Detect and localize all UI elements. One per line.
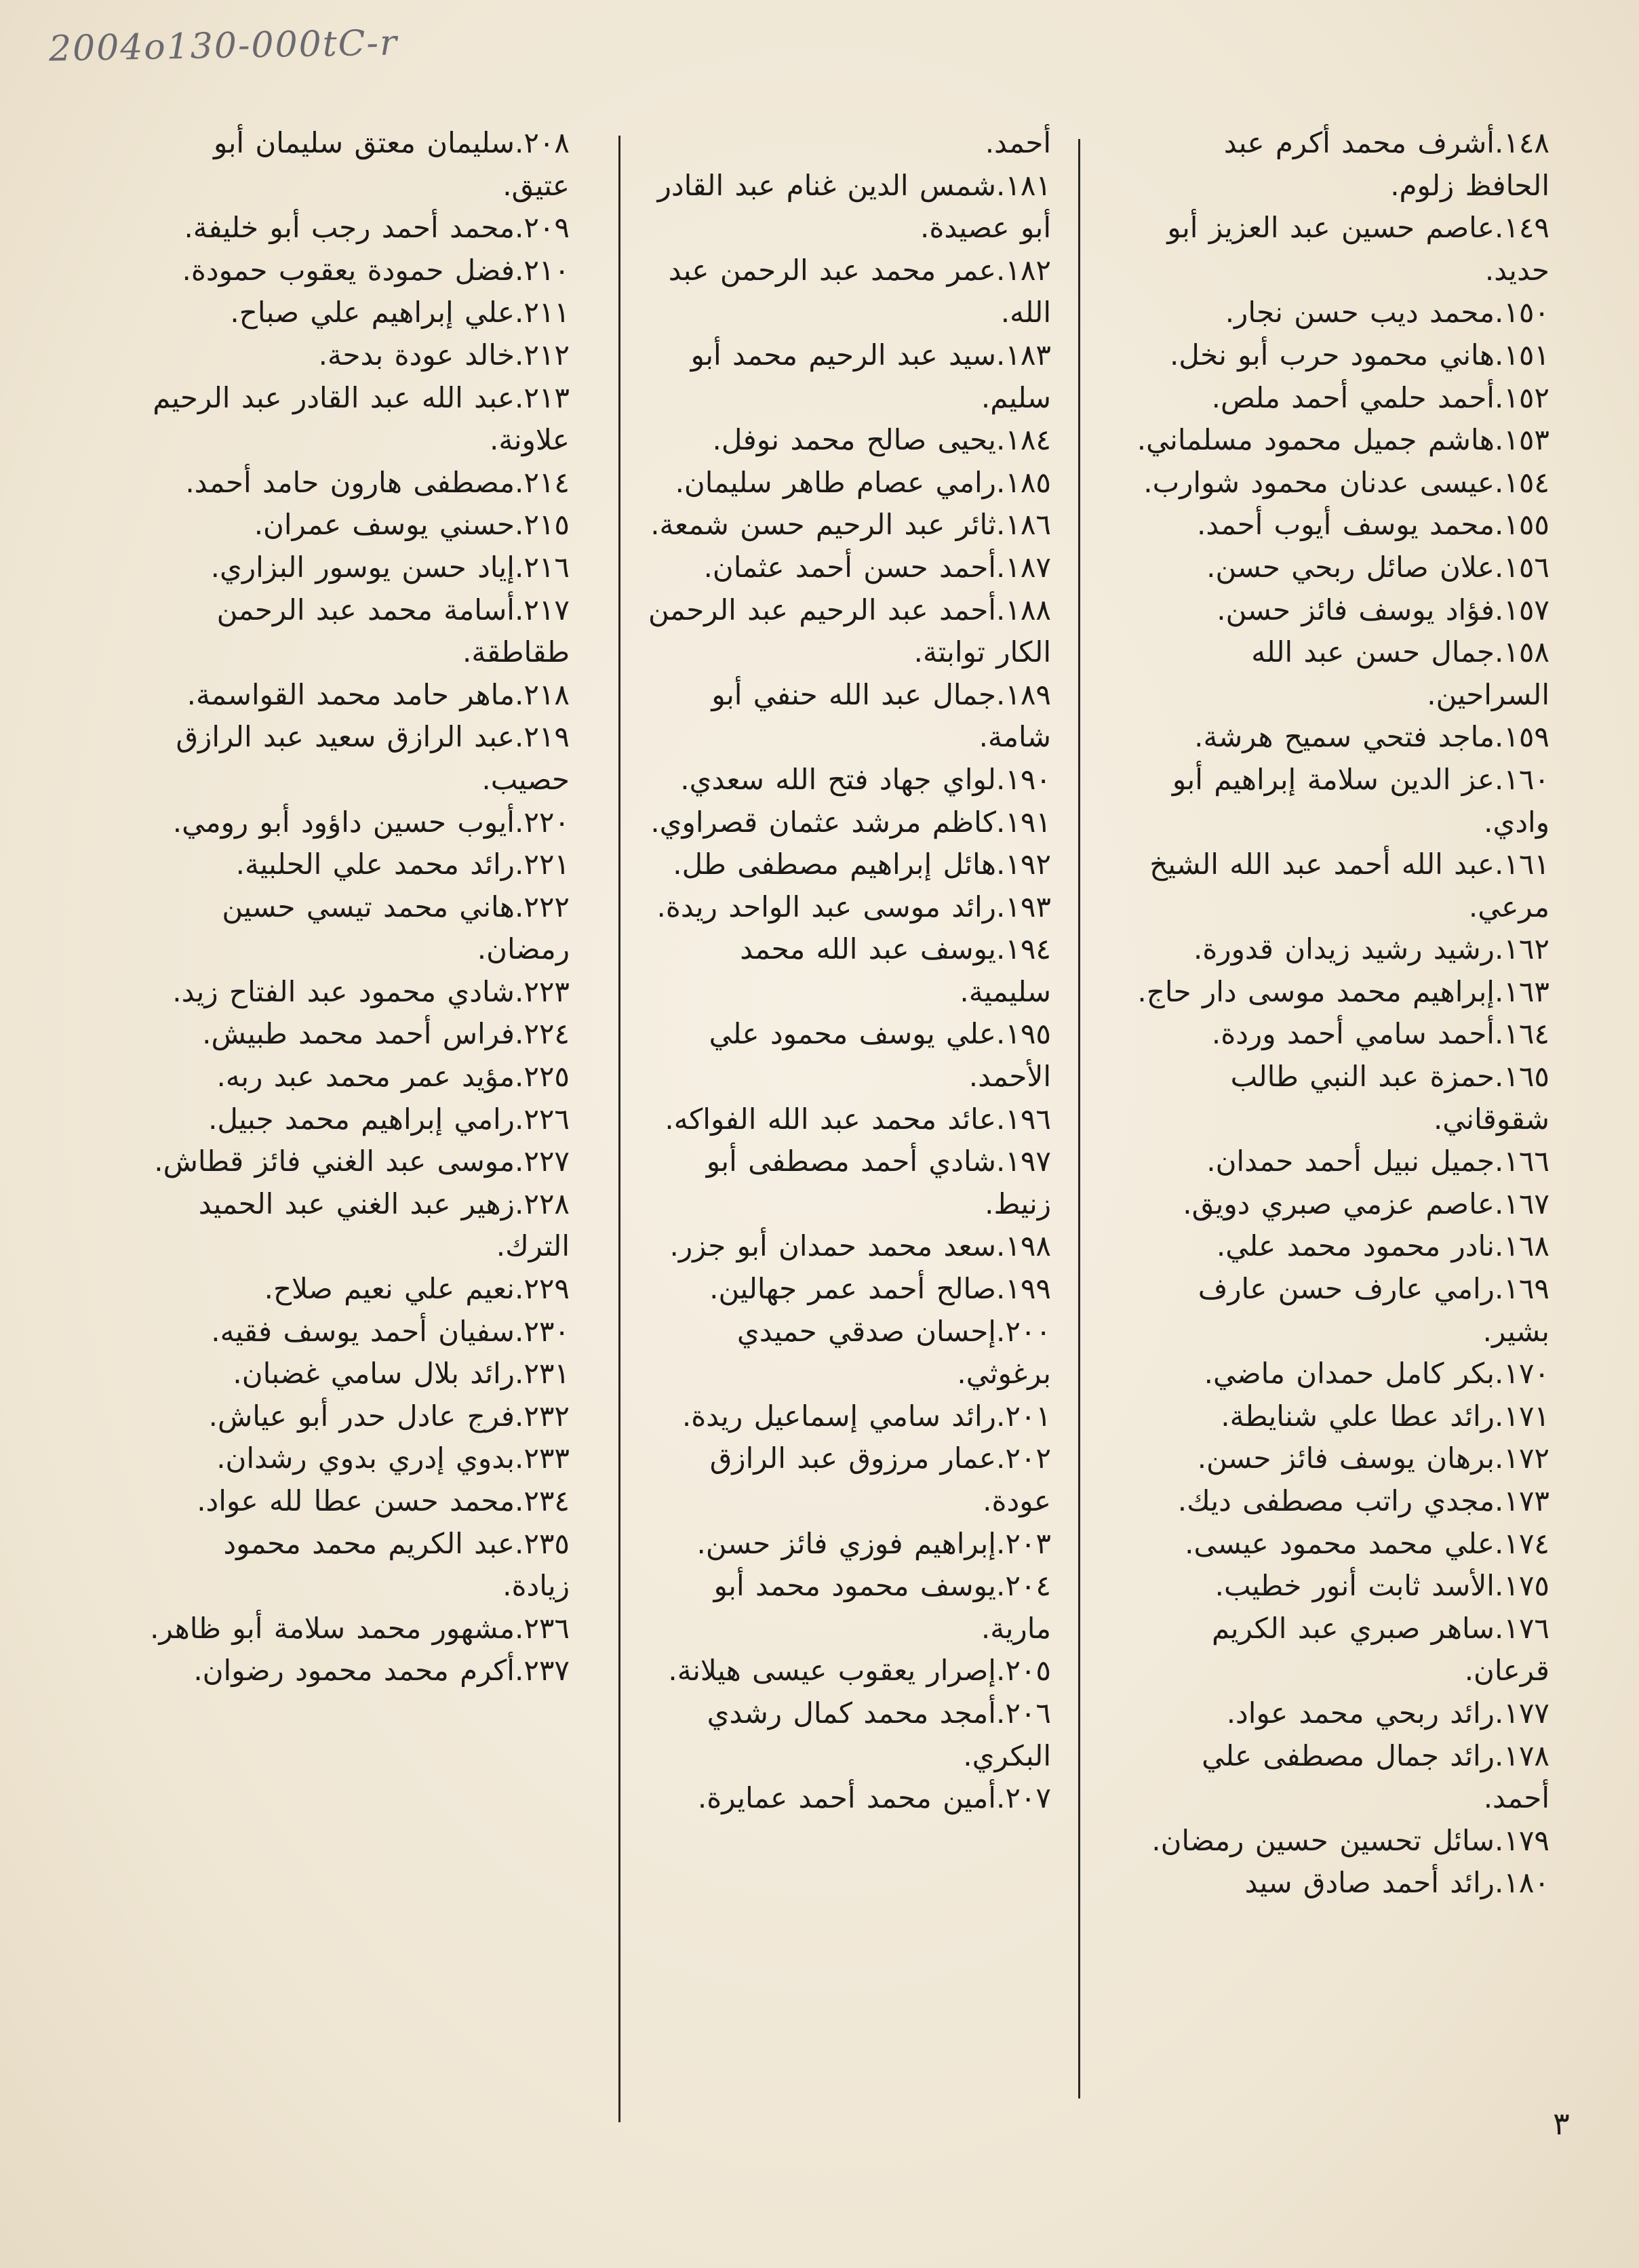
names-column-middle	[644, 122, 1051, 1820]
name-entry: ٢٠٧.أمين محمد أحمد عمايرة.	[697, 1781, 1051, 1815]
name-entry: ٢١٧.أسامة محمد عبد الرحمن طقاطقة.	[216, 593, 570, 669]
name-entry: ٢٠٤.يوسف محمود محمد أبو مارية.	[713, 1569, 1051, 1645]
name-entry: ٢١٤.مصطفى هارون حامد أحمد.	[185, 465, 570, 499]
name-entry: ٢٣٣.بدوي إدري بدوي رشدان.	[216, 1441, 570, 1475]
name-entry: ٢٣٦.مشهور محمد سلامة أبو ظاهر.	[150, 1611, 570, 1645]
name-entry: ١٥٠.محمد ديب حسن نجار.	[1225, 296, 1549, 330]
name-entry: ١٨٧.أحمد حسن أحمد عثمان.	[703, 550, 1051, 584]
name-entry: ١٥٤.عيسى عدنان محمود شوارب.	[1143, 465, 1549, 499]
name-entry: ١٨٢.عمر محمد عبد الرحمن عبد الله.	[668, 253, 1051, 330]
name-entry: ١٩٥.علي يوسف محمود علي الأحمد.	[709, 1017, 1051, 1094]
names-column-right	[1129, 122, 1549, 1905]
column-divider	[1078, 139, 1080, 2098]
name-entry: ٢٢٩.نعيم علي نعيم صلاح.	[264, 1272, 570, 1306]
name-entry: ٢٣٧.أكرم محمد محمود رضوان.	[193, 1654, 570, 1688]
name-entry: ١٧٨.رائد جمال مصطفى علي أحمد.	[1202, 1738, 1549, 1815]
names-column-left	[149, 122, 570, 1692]
name-entry: ١٩٠.لواي جهاد فتح الله سعدي.	[680, 762, 1051, 796]
name-entry: ٢٢٤.فراس أحمد محمد طبيش.	[202, 1017, 570, 1051]
name-entry: ٢٠٣.إبراهيم فوزي فائز حسن.	[696, 1526, 1051, 1560]
name-entry: ٢١٣.عبد الله عبد القادر عبد الرحيم علاونة.	[153, 380, 570, 457]
name-entry: ١٦٩.رامي عارف حسن عارف بشير.	[1198, 1272, 1549, 1348]
name-entry: ١٧٦.ساهر صبري عبد الكريم قرعان.	[1211, 1611, 1549, 1688]
name-entry: ١٩٣.رائد موسى عبد الواحد ريدة.	[656, 890, 1051, 923]
name-entry: ١٧١.رائد عطا علي شنايطة.	[1221, 1399, 1549, 1433]
name-entry: ١٧٣.مجدي راتب مصطفى ديك.	[1177, 1484, 1549, 1517]
name-entry: ٢٢٣.شادي محمود عبد الفتاح زيد.	[172, 974, 570, 1008]
name-entry: ٢٢١.رائد محمد علي الحلبية.	[235, 848, 570, 881]
name-entry: ٢١٦.إياد حسن يوسور البزاري.	[210, 550, 570, 584]
name-entry: ١٩١.كاظم مرشد عثمان قصراوي.	[650, 805, 1051, 839]
name-entry: ١٥٢.أحمد حلمي أحمد ملص.	[1211, 380, 1549, 414]
name-entry: ١٨٩.جمال عبد الله حنفي أبو شامة.	[711, 677, 1051, 754]
name-entry: ٢١٢.خالد عودة بدحة.	[318, 338, 570, 372]
name-entry: ١٦٦.جميل نبيل أحمد حمدان.	[1206, 1145, 1549, 1178]
name-entry: ١٩٢.هائل إبراهيم مصطفى طل.	[673, 848, 1051, 881]
column-divider	[618, 136, 620, 2122]
name-entry: ١٨٥.رامي عصام طاهر سليمان.	[675, 465, 1051, 499]
name-entry: ١٥٧.فؤاد يوسف فائز حسن.	[1217, 593, 1549, 626]
name-entry: ١٩٨.سعد محمد حمدان أبو جزر.	[669, 1229, 1051, 1263]
name-entry: ١٦٠.عز الدين سلامة إبراهيم أبو وادي.	[1172, 762, 1549, 839]
name-entry: ١٧٠.بكر كامل حمدان ماضي.	[1204, 1357, 1549, 1391]
name-entry: ٢٠٥.إصرار يعقوب عيسى هيلانة.	[668, 1654, 1051, 1688]
name-entry: ١٥١.هاني محمود حرب أبو نخل.	[1169, 338, 1549, 372]
name-entry: ١٨١.شمس الدين غنام عبد القادر أبو عصيدة.	[657, 168, 1051, 245]
name-entry: ٢١٨.ماهر حامد محمد القواسمة.	[186, 677, 570, 711]
name-entry: ٢١١.علي إبراهيم علي صباح.	[230, 296, 570, 330]
name-entry: ١٥٥.محمد يوسف أيوب أحمد.	[1197, 508, 1549, 542]
name-entry: ٢٣١.رائد بلال سامي غضبان.	[233, 1357, 570, 1391]
name-entry: ١٨٤.يحيى صالح محمد نوفل.	[712, 423, 1051, 457]
name-entry: ٢٠٨.سليمان معتق سليمان أبو عتيق.	[214, 126, 570, 202]
name-entry: ١٨٠.رائد أحمد صادق سيد	[1244, 1866, 1549, 1900]
name-entry: ٢٢٠.أيوب حسين داؤود أبو رومي.	[172, 805, 570, 839]
name-entry: ١٨٦.ثائر عبد الرحيم حسن شمعة.	[650, 508, 1051, 542]
page-number: ٣	[1553, 2105, 1570, 2142]
name-entry: ١٥٦.علان صائل ربحي حسن.	[1206, 550, 1549, 584]
name-entry: ٢١٥.حسني يوسف عمران.	[254, 508, 570, 542]
name-entry: ٢٠٢.عمار مرزوق عبد الرازق عودة.	[709, 1441, 1051, 1517]
name-entry: ١٦٤.أحمد سامي أحمد وردة.	[1211, 1017, 1549, 1051]
name-entry: ١٧٥.الأسد ثابت أنور خطيب.	[1215, 1569, 1549, 1603]
name-entry: ٢٣٥.عبد الكريم محمد محمود زيادة.	[223, 1526, 570, 1603]
name-entry: ١٩٤.يوسف عبد الله محمد سليمية.	[740, 932, 1051, 1008]
name-entry: ١٤٨.أشرف محمد أكرم عبد الحافظ زلوم.	[1223, 126, 1549, 202]
name-entry: ١٦٥.حمزة عبد النبي طالب شقوقاني.	[1230, 1060, 1549, 1136]
name-entry: ٢٣٢.فرج عادل حدر أبو عياش.	[208, 1399, 570, 1433]
name-entry: ٢٣٠.سفيان أحمد يوسف فقيه.	[211, 1314, 570, 1348]
name-entry: ١٦٣.إبراهيم محمد موسى دار حاج.	[1137, 974, 1549, 1008]
name-entry: ٢٠٩.محمد أحمد رجب أبو خليفة.	[184, 211, 570, 245]
name-entry: ٢٢٨.زهير عبد الغني عبد الحميد الترك.	[198, 1187, 570, 1263]
name-entry: ٢٠١.رائد سامي إسماعيل ريدة.	[682, 1399, 1051, 1433]
name-entry: ١٦٢.رشيد رشيد زيدان قدورة.	[1193, 932, 1549, 966]
name-entry: ١٥٣.هاشم جميل محمود مسلماني.	[1137, 423, 1549, 457]
name-entry: ١٦٧.عاصم عزمي صبري دويق.	[1183, 1187, 1549, 1220]
name-entry: ١٦١.عبد الله أحمد عبد الله الشيخ مرعي.	[1149, 848, 1549, 923]
name-entry: ١٨٣.سيد عبد الرحيم محمد أبو سليم.	[690, 338, 1051, 414]
name-entry: أحمد.	[985, 126, 1051, 159]
name-entry: ٢١٩.عبد الرازق سعيد عبد الرازق حصيب.	[176, 720, 570, 796]
name-entry: ٢٢٦.رامي إبراهيم محمد جبيل.	[208, 1102, 570, 1136]
name-entry: ٢٢٧.موسى عبد الغني فائز قطاش.	[154, 1145, 570, 1178]
name-entry: ١٨٨.أحمد عبد الرحيم عبد الرحمن الكار توابتة.	[648, 593, 1051, 669]
name-entry: ٢٠٠.إحسان صدقي حميدي برغوثي.	[736, 1314, 1051, 1391]
name-entry: ١٧٧.رائد ربحي محمد عواد.	[1226, 1696, 1549, 1730]
name-entry: ١٧٢.برهان يوسف فائز حسن.	[1197, 1441, 1549, 1475]
name-entry: ٢١٠.فضل حمودة يعقوب حمودة.	[182, 253, 570, 287]
name-entry: ١٥٨.جمال حسن عبد الله السراحين.	[1251, 635, 1549, 711]
name-entry: ١٥٩.ماجد فتحي سميح هرشة.	[1194, 720, 1549, 754]
name-entry: ٢٠٦.أمجد محمد كمال رشدي البكري.	[707, 1696, 1051, 1772]
name-entry: ١٩٩.صالح أحمد عمر جهالين.	[709, 1272, 1051, 1306]
name-entry: ١٧٩.سائل تحسين حسين رمضان.	[1151, 1823, 1549, 1857]
name-entry: ٢٣٤.محمد حسن عطا لله عواد.	[197, 1484, 570, 1517]
name-entry: ١٩٦.عائد محمد عبد الله الفواكه.	[665, 1102, 1051, 1136]
name-entry: ١٦٨.نادر محمود محمد علي.	[1216, 1229, 1549, 1263]
name-entry: ١٧٤.علي محمد محمود عيسى.	[1185, 1526, 1549, 1560]
name-entry: ١٤٩.عاصم حسين عبد العزيز أبو حديد.	[1167, 211, 1549, 287]
name-entry: ١٩٧.شادي أحمد مصطفى أبو زنيط.	[706, 1145, 1051, 1220]
handwritten-reference-note: 2004o130-000tC-r	[48, 22, 399, 70]
name-entry: ٢٢٢.هاني محمد تيسي حسين رمضان.	[222, 890, 570, 966]
name-entry: ٢٢٥.مؤيد عمر محمد عبد ربه.	[216, 1060, 570, 1094]
